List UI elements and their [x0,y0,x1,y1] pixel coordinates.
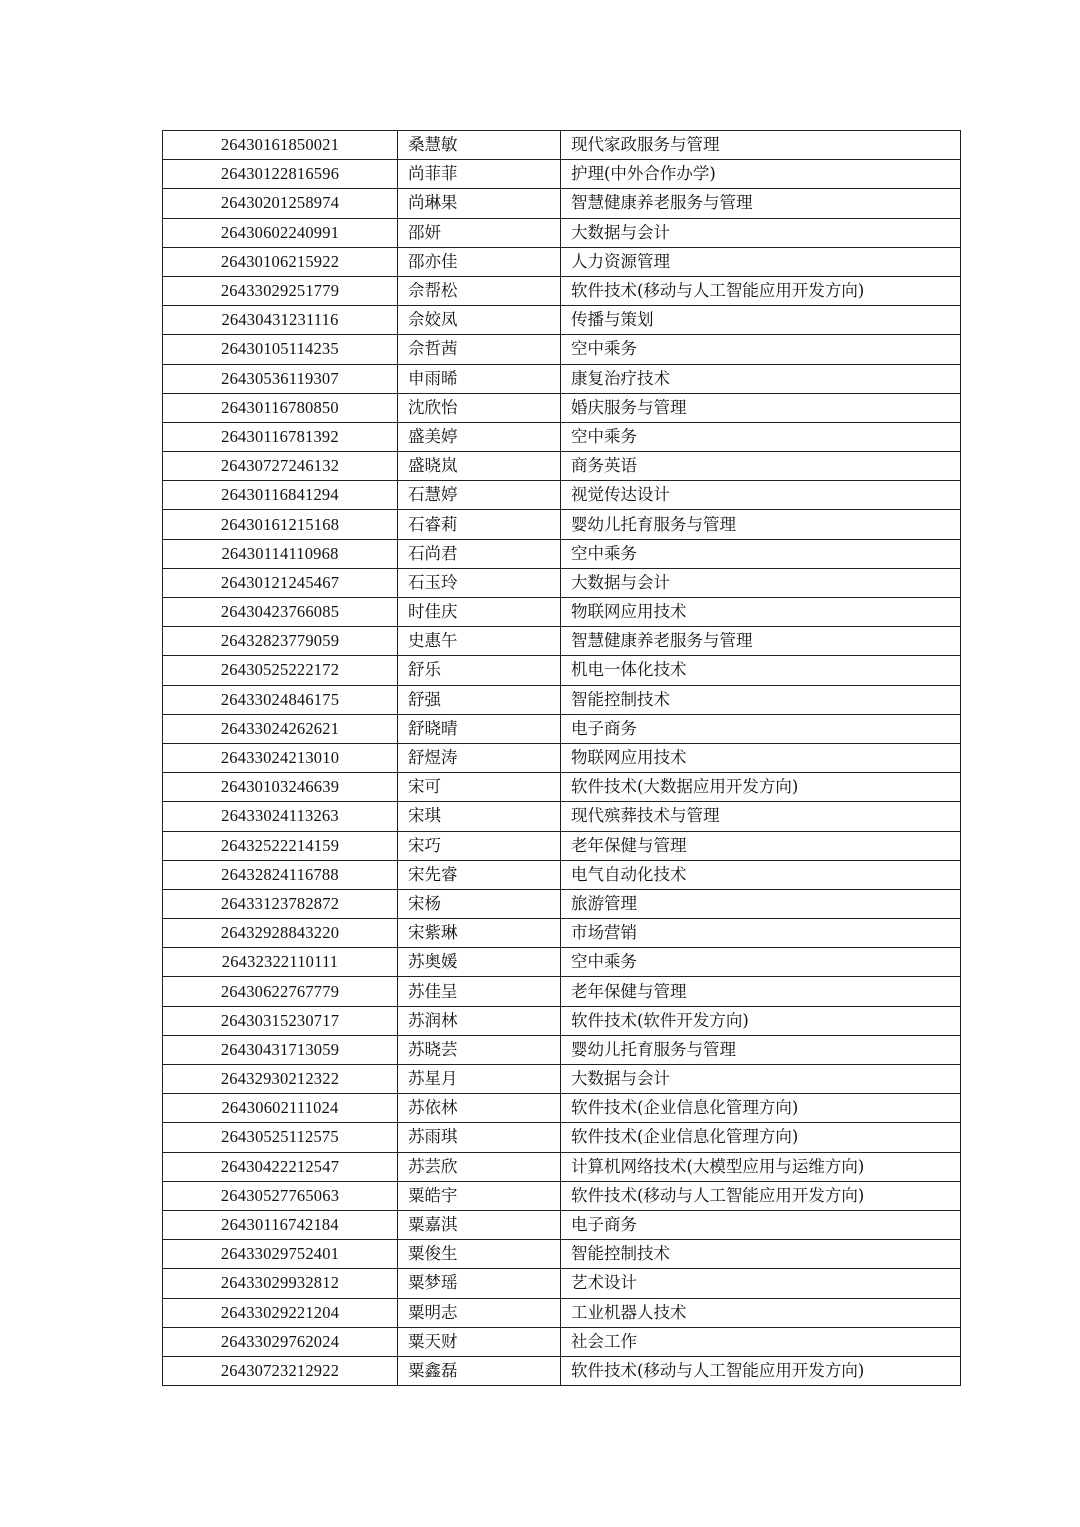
table-row [163,189,961,218]
exam-number-cell: 26430527765063 [163,1181,398,1210]
table-row [163,1152,961,1181]
student-name-cell: 舒强 [398,685,561,714]
student-name-cell: 宋杨 [398,889,561,918]
exam-number-cell: 26430103246639 [163,773,398,802]
exam-number-cell: 26430727246132 [163,452,398,481]
student-name-cell: 盛晓岚 [398,452,561,481]
table-row [163,160,961,189]
student-name-cell: 尚菲菲 [398,160,561,189]
student-name-cell: 苏润林 [398,1006,561,1035]
major-cell: 婴幼儿托育服务与管理 [561,1035,961,1064]
student-name-cell: 宋琪 [398,802,561,831]
table-row [163,1240,961,1269]
exam-number-cell: 26430105114235 [163,335,398,364]
student-name-cell: 宋先睿 [398,860,561,889]
student-name-cell: 苏佳呈 [398,977,561,1006]
student-name-cell: 时佳庆 [398,598,561,627]
major-cell: 市场营销 [561,919,961,948]
table-row [163,1123,961,1152]
student-name-cell: 苏雨琪 [398,1123,561,1152]
major-cell: 护理(中外合作办学) [561,160,961,189]
exam-number-cell: 26433029752401 [163,1240,398,1269]
major-cell: 智慧健康养老服务与管理 [561,627,961,656]
table-row [163,1298,961,1327]
table-row [163,743,961,772]
major-cell: 空中乘务 [561,422,961,451]
student-name-cell: 苏奥媛 [398,948,561,977]
student-name-cell: 邵妍 [398,218,561,247]
student-name-cell: 舒晓晴 [398,714,561,743]
major-cell: 机电一体化技术 [561,656,961,685]
exam-number-cell: 26430116780850 [163,393,398,422]
student-name-cell: 石尚君 [398,539,561,568]
exam-number-cell: 26432322110111 [163,948,398,977]
table-row [163,452,961,481]
student-name-cell: 粟嘉淇 [398,1210,561,1239]
major-cell: 软件技术(软件开发方向) [561,1006,961,1035]
exam-number-cell: 26430161215168 [163,510,398,539]
student-name-cell: 桑慧敏 [398,131,561,160]
student-name-cell: 粟明志 [398,1298,561,1327]
exam-number-cell: 26430622767779 [163,977,398,1006]
exam-number-cell: 26430116781392 [163,422,398,451]
table-row [163,422,961,451]
table-row [163,510,961,539]
table-row [163,568,961,597]
exam-number-cell: 26433029932812 [163,1269,398,1298]
table-row [163,393,961,422]
table-row [163,948,961,977]
major-cell: 物联网应用技术 [561,743,961,772]
major-cell: 智能控制技术 [561,1240,961,1269]
student-name-cell: 粟梦瑶 [398,1269,561,1298]
exam-number-cell: 26430431713059 [163,1035,398,1064]
table-row [163,1181,961,1210]
major-cell: 空中乘务 [561,335,961,364]
table-row [163,364,961,393]
table-row [163,1356,961,1385]
student-list-table [162,130,961,1386]
student-name-cell: 粟天财 [398,1327,561,1356]
exam-number-cell: 26430116742184 [163,1210,398,1239]
major-cell: 电气自动化技术 [561,860,961,889]
student-name-cell: 粟俊生 [398,1240,561,1269]
table-row [163,247,961,276]
major-cell: 软件技术(大数据应用开发方向) [561,773,961,802]
student-name-cell: 佘帮松 [398,276,561,305]
major-cell: 软件技术(移动与人工智能应用开发方向) [561,1356,961,1385]
student-name-cell: 石慧婷 [398,481,561,510]
exam-number-cell: 26430525112575 [163,1123,398,1152]
student-name-cell: 宋紫琳 [398,919,561,948]
table-row [163,802,961,831]
student-name-cell: 史惠午 [398,627,561,656]
major-cell: 老年保健与管理 [561,977,961,1006]
exam-number-cell: 26430201258974 [163,189,398,218]
table-row [163,1094,961,1123]
exam-number-cell: 26432930212322 [163,1065,398,1094]
student-name-cell: 盛美婷 [398,422,561,451]
exam-number-cell: 26430602240991 [163,218,398,247]
major-cell: 婚庆服务与管理 [561,393,961,422]
major-cell: 老年保健与管理 [561,831,961,860]
exam-number-cell: 26432823779059 [163,627,398,656]
exam-number-cell: 26430536119307 [163,364,398,393]
table-row [163,656,961,685]
table-row [163,306,961,335]
table-row [163,1269,961,1298]
table-row [163,1006,961,1035]
major-cell: 大数据与会计 [561,568,961,597]
exam-number-cell: 26433029251779 [163,276,398,305]
student-name-cell: 沈欣怡 [398,393,561,422]
exam-number-cell: 26430422212547 [163,1152,398,1181]
major-cell: 计算机网络技术(大模型应用与运维方向) [561,1152,961,1181]
major-cell: 电子商务 [561,714,961,743]
student-name-cell: 申雨晞 [398,364,561,393]
exam-number-cell: 26433024846175 [163,685,398,714]
exam-number-cell: 26430116841294 [163,481,398,510]
table-row [163,218,961,247]
student-name-cell: 粟皓宇 [398,1181,561,1210]
major-cell: 电子商务 [561,1210,961,1239]
exam-number-cell: 26430122816596 [163,160,398,189]
table-row [163,714,961,743]
student-name-cell: 佘姣凤 [398,306,561,335]
major-cell: 软件技术(企业信息化管理方向) [561,1123,961,1152]
major-cell: 现代家政服务与管理 [561,131,961,160]
student-name-cell: 苏芸欣 [398,1152,561,1181]
exam-number-cell: 26430723212922 [163,1356,398,1385]
exam-number-cell: 26430121245467 [163,568,398,597]
major-cell: 社会工作 [561,1327,961,1356]
major-cell: 软件技术(企业信息化管理方向) [561,1094,961,1123]
table-row [163,1327,961,1356]
exam-number-cell: 26432522214159 [163,831,398,860]
table-row [163,335,961,364]
student-name-cell: 宋可 [398,773,561,802]
major-cell: 康复治疗技术 [561,364,961,393]
major-cell: 旅游管理 [561,889,961,918]
table-body [163,131,961,1386]
major-cell: 智慧健康养老服务与管理 [561,189,961,218]
student-name-cell: 佘哲茜 [398,335,561,364]
major-cell: 大数据与会计 [561,1065,961,1094]
table-row [163,1210,961,1239]
table-row [163,539,961,568]
student-name-cell: 舒乐 [398,656,561,685]
table-row [163,919,961,948]
major-cell: 艺术设计 [561,1269,961,1298]
major-cell: 空中乘务 [561,948,961,977]
major-cell: 智能控制技术 [561,685,961,714]
student-name-cell: 苏星月 [398,1065,561,1094]
exam-number-cell: 26430423766085 [163,598,398,627]
exam-number-cell: 26433123782872 [163,889,398,918]
major-cell: 商务英语 [561,452,961,481]
exam-number-cell: 26430161850021 [163,131,398,160]
student-name-cell: 邵亦佳 [398,247,561,276]
major-cell: 人力资源管理 [561,247,961,276]
table-row [163,131,961,160]
exam-number-cell: 26430602111024 [163,1094,398,1123]
student-name-cell: 尚琳果 [398,189,561,218]
major-cell: 软件技术(移动与人工智能应用开发方向) [561,276,961,305]
table-row [163,481,961,510]
major-cell: 工业机器人技术 [561,1298,961,1327]
student-name-cell: 宋巧 [398,831,561,860]
exam-number-cell: 26430431231116 [163,306,398,335]
major-cell: 物联网应用技术 [561,598,961,627]
exam-number-cell: 26430315230717 [163,1006,398,1035]
student-name-cell: 苏依林 [398,1094,561,1123]
table-row [163,831,961,860]
exam-number-cell: 26430106215922 [163,247,398,276]
student-name-cell: 苏晓芸 [398,1035,561,1064]
major-cell: 软件技术(移动与人工智能应用开发方向) [561,1181,961,1210]
major-cell: 现代殡葬技术与管理 [561,802,961,831]
table-row [163,977,961,1006]
exam-number-cell: 26432824116788 [163,860,398,889]
exam-number-cell: 26430525222172 [163,656,398,685]
exam-number-cell: 26433029221204 [163,1298,398,1327]
exam-number-cell: 26432928843220 [163,919,398,948]
table-row [163,1035,961,1064]
major-cell: 空中乘务 [561,539,961,568]
major-cell: 传播与策划 [561,306,961,335]
table-row [163,889,961,918]
exam-number-cell: 26433024262621 [163,714,398,743]
student-name-cell: 石睿莉 [398,510,561,539]
major-cell: 婴幼儿托育服务与管理 [561,510,961,539]
exam-number-cell: 26430114110968 [163,539,398,568]
exam-number-cell: 26433024113263 [163,802,398,831]
student-name-cell: 石玉玲 [398,568,561,597]
student-name-cell: 舒煜涛 [398,743,561,772]
table-row [163,598,961,627]
student-name-cell: 粟鑫磊 [398,1356,561,1385]
table-row [163,627,961,656]
exam-number-cell: 26433024213010 [163,743,398,772]
table-row [163,773,961,802]
table-row [163,1065,961,1094]
table-row [163,860,961,889]
major-cell: 大数据与会计 [561,218,961,247]
major-cell: 视觉传达设计 [561,481,961,510]
exam-number-cell: 26433029762024 [163,1327,398,1356]
table-row [163,685,961,714]
table-row [163,276,961,305]
